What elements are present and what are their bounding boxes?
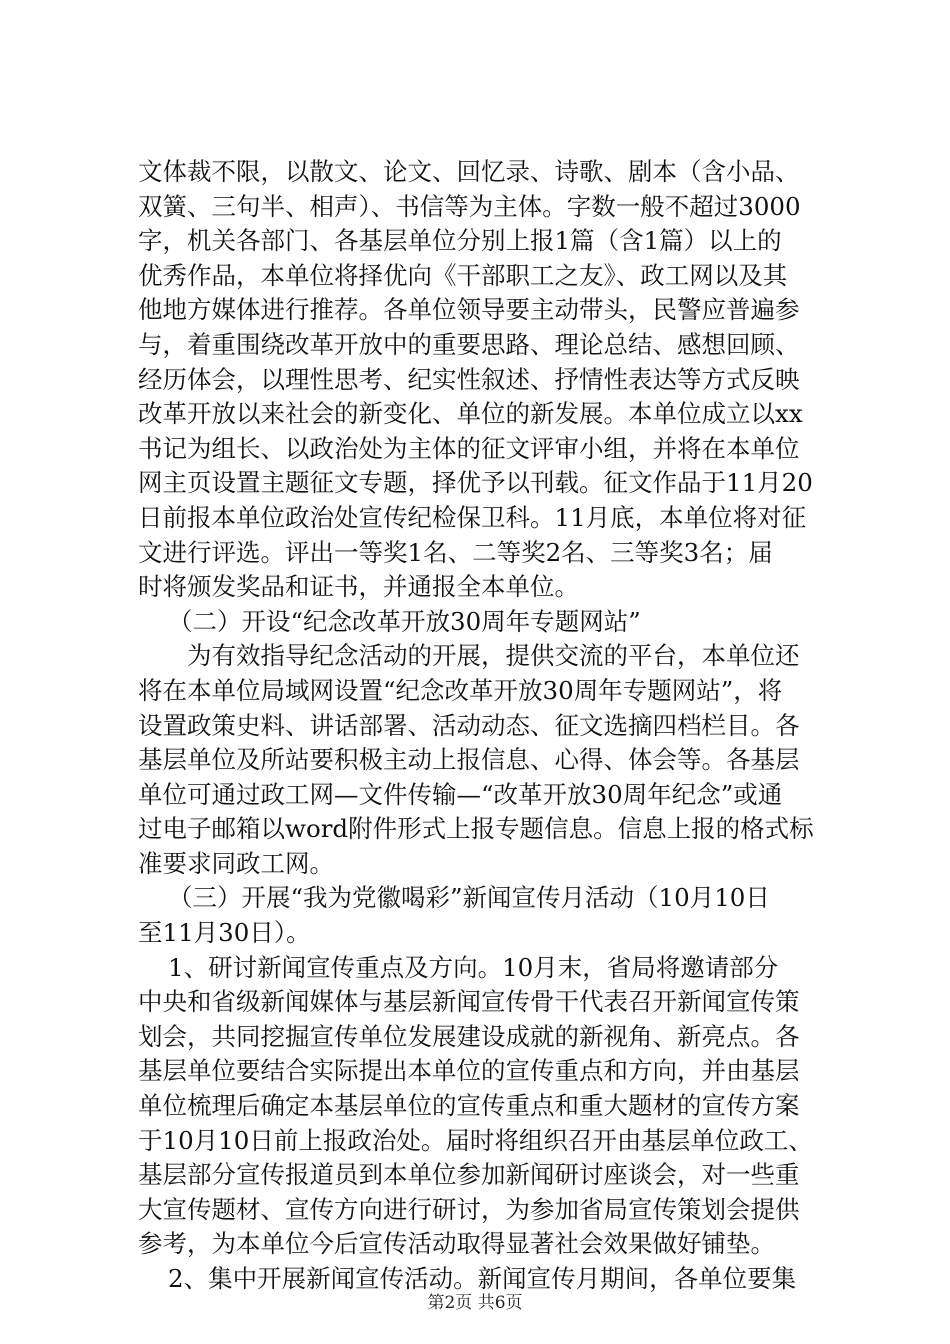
body-line: 与，着重围绕改革开放中的重要思路、理论总结、感想回顾、 xyxy=(138,329,800,359)
body-line: 日前报本单位政治处宣传纪检保卫科。11月底，本单位将对征 xyxy=(138,502,807,532)
body-line: 文体裁不限，以散文、论文、回忆录、诗歌、剧本（含小品、 xyxy=(138,157,800,186)
page-footer: 第2页 共6页 xyxy=(427,1293,523,1313)
body-line: 中央和省级新闻媒体与基层新闻宣传骨干代表召开新闻宣传策 xyxy=(138,987,800,1017)
body-line: 大宣传题材、宣传方向进行研讨，为参加省局宣传策划会提供 xyxy=(138,1194,800,1224)
body-line: 改革开放以来社会的新变化、单位的新发展。本单位成立以xx xyxy=(138,399,803,429)
body-line: 单位可通过政工网—文件传输—“改革开放30周年纪念”或通 xyxy=(138,779,783,809)
body-line: 2、集中开展新闻宣传活动。新闻宣传月期间，各单位要集 xyxy=(168,1264,797,1293)
body-line: 他地方媒体进行推荐。各单位领导要主动带头，民警应普遍参 xyxy=(138,295,800,325)
body-line: 文进行评选。评出一等奖1名、二等奖2名、三等奖3名；届 xyxy=(138,537,773,567)
body-line: 书记为组长、以政治处为主体的征文评审小组，并将在本单位 xyxy=(138,433,800,463)
body-line: 基层单位及所站要积极主动上报信息、心得、体会等。各基层 xyxy=(138,745,800,775)
body-line: 参考，为本单位今后宣传活动取得显著社会效果做好铺垫。 xyxy=(138,1229,775,1259)
body-line: 时将颁发奖品和证书，并通报全本单位。 xyxy=(138,572,579,602)
section-heading: （三）开展“我为党徽喝彩”新闻宣传月活动（10月10日 xyxy=(168,883,770,913)
body-line: 基层部分宣传报道员到本单位参加新闻研讨座谈会，对一些重 xyxy=(138,1160,800,1190)
body-line: 单位梳理后确定本基层单位的宣传重点和重大题材的宣传方案 xyxy=(138,1091,800,1121)
body-line: 设置政策史料、讲话部署、活动动态、征文选摘四档栏目。各 xyxy=(138,710,800,740)
body-line: 优秀作品，本单位将择优向《干部职工之友》、政工网以及其 xyxy=(138,260,788,290)
body-line: 网主页设置主题征文专题，择优予以刊载。征文作品于11月20 xyxy=(138,468,813,498)
body-line: 准要求同政工网。 xyxy=(138,848,334,878)
body-line: 双簧、三句半、相声）、书信等为主体。字数一般不超过3000 xyxy=(138,191,801,221)
body-line: 1、研讨新闻宣传重点及方向。10月末，省局将邀请部分 xyxy=(168,952,779,982)
body-line: 于10月10日前上报政治处。届时将组织召开由基层单位政工、 xyxy=(138,1125,813,1155)
body-line: 划会，共同挖掘宣传单位发展建设成就的新视角、新亮点。各 xyxy=(138,1021,800,1051)
document-body xyxy=(138,155,838,1297)
body-line: 将在本单位局域网设置“纪念改革开放30周年专题网站”，将 xyxy=(138,675,783,705)
body-line: 基层单位要结合实际提出本单位的宣传重点和方向，并由基层 xyxy=(138,1056,800,1086)
body-line: 至11月30日）。 xyxy=(138,918,311,948)
body-line: 过电子邮箱以word附件形式上报专题信息。信息上报的格式标 xyxy=(138,814,814,844)
body-line: 为有效指导纪念活动的开展，提供交流的平台，本单位还 xyxy=(187,641,800,671)
body-line: 经历体会，以理性思考、纪实性叙述、抒情性表达等方式反映 xyxy=(138,364,800,394)
section-heading: （二）开设“纪念改革开放30周年专题网站” xyxy=(168,606,641,636)
body-line: 字，机关各部门、各基层单位分别上报1篇（含1篇）以上的 xyxy=(138,226,782,256)
